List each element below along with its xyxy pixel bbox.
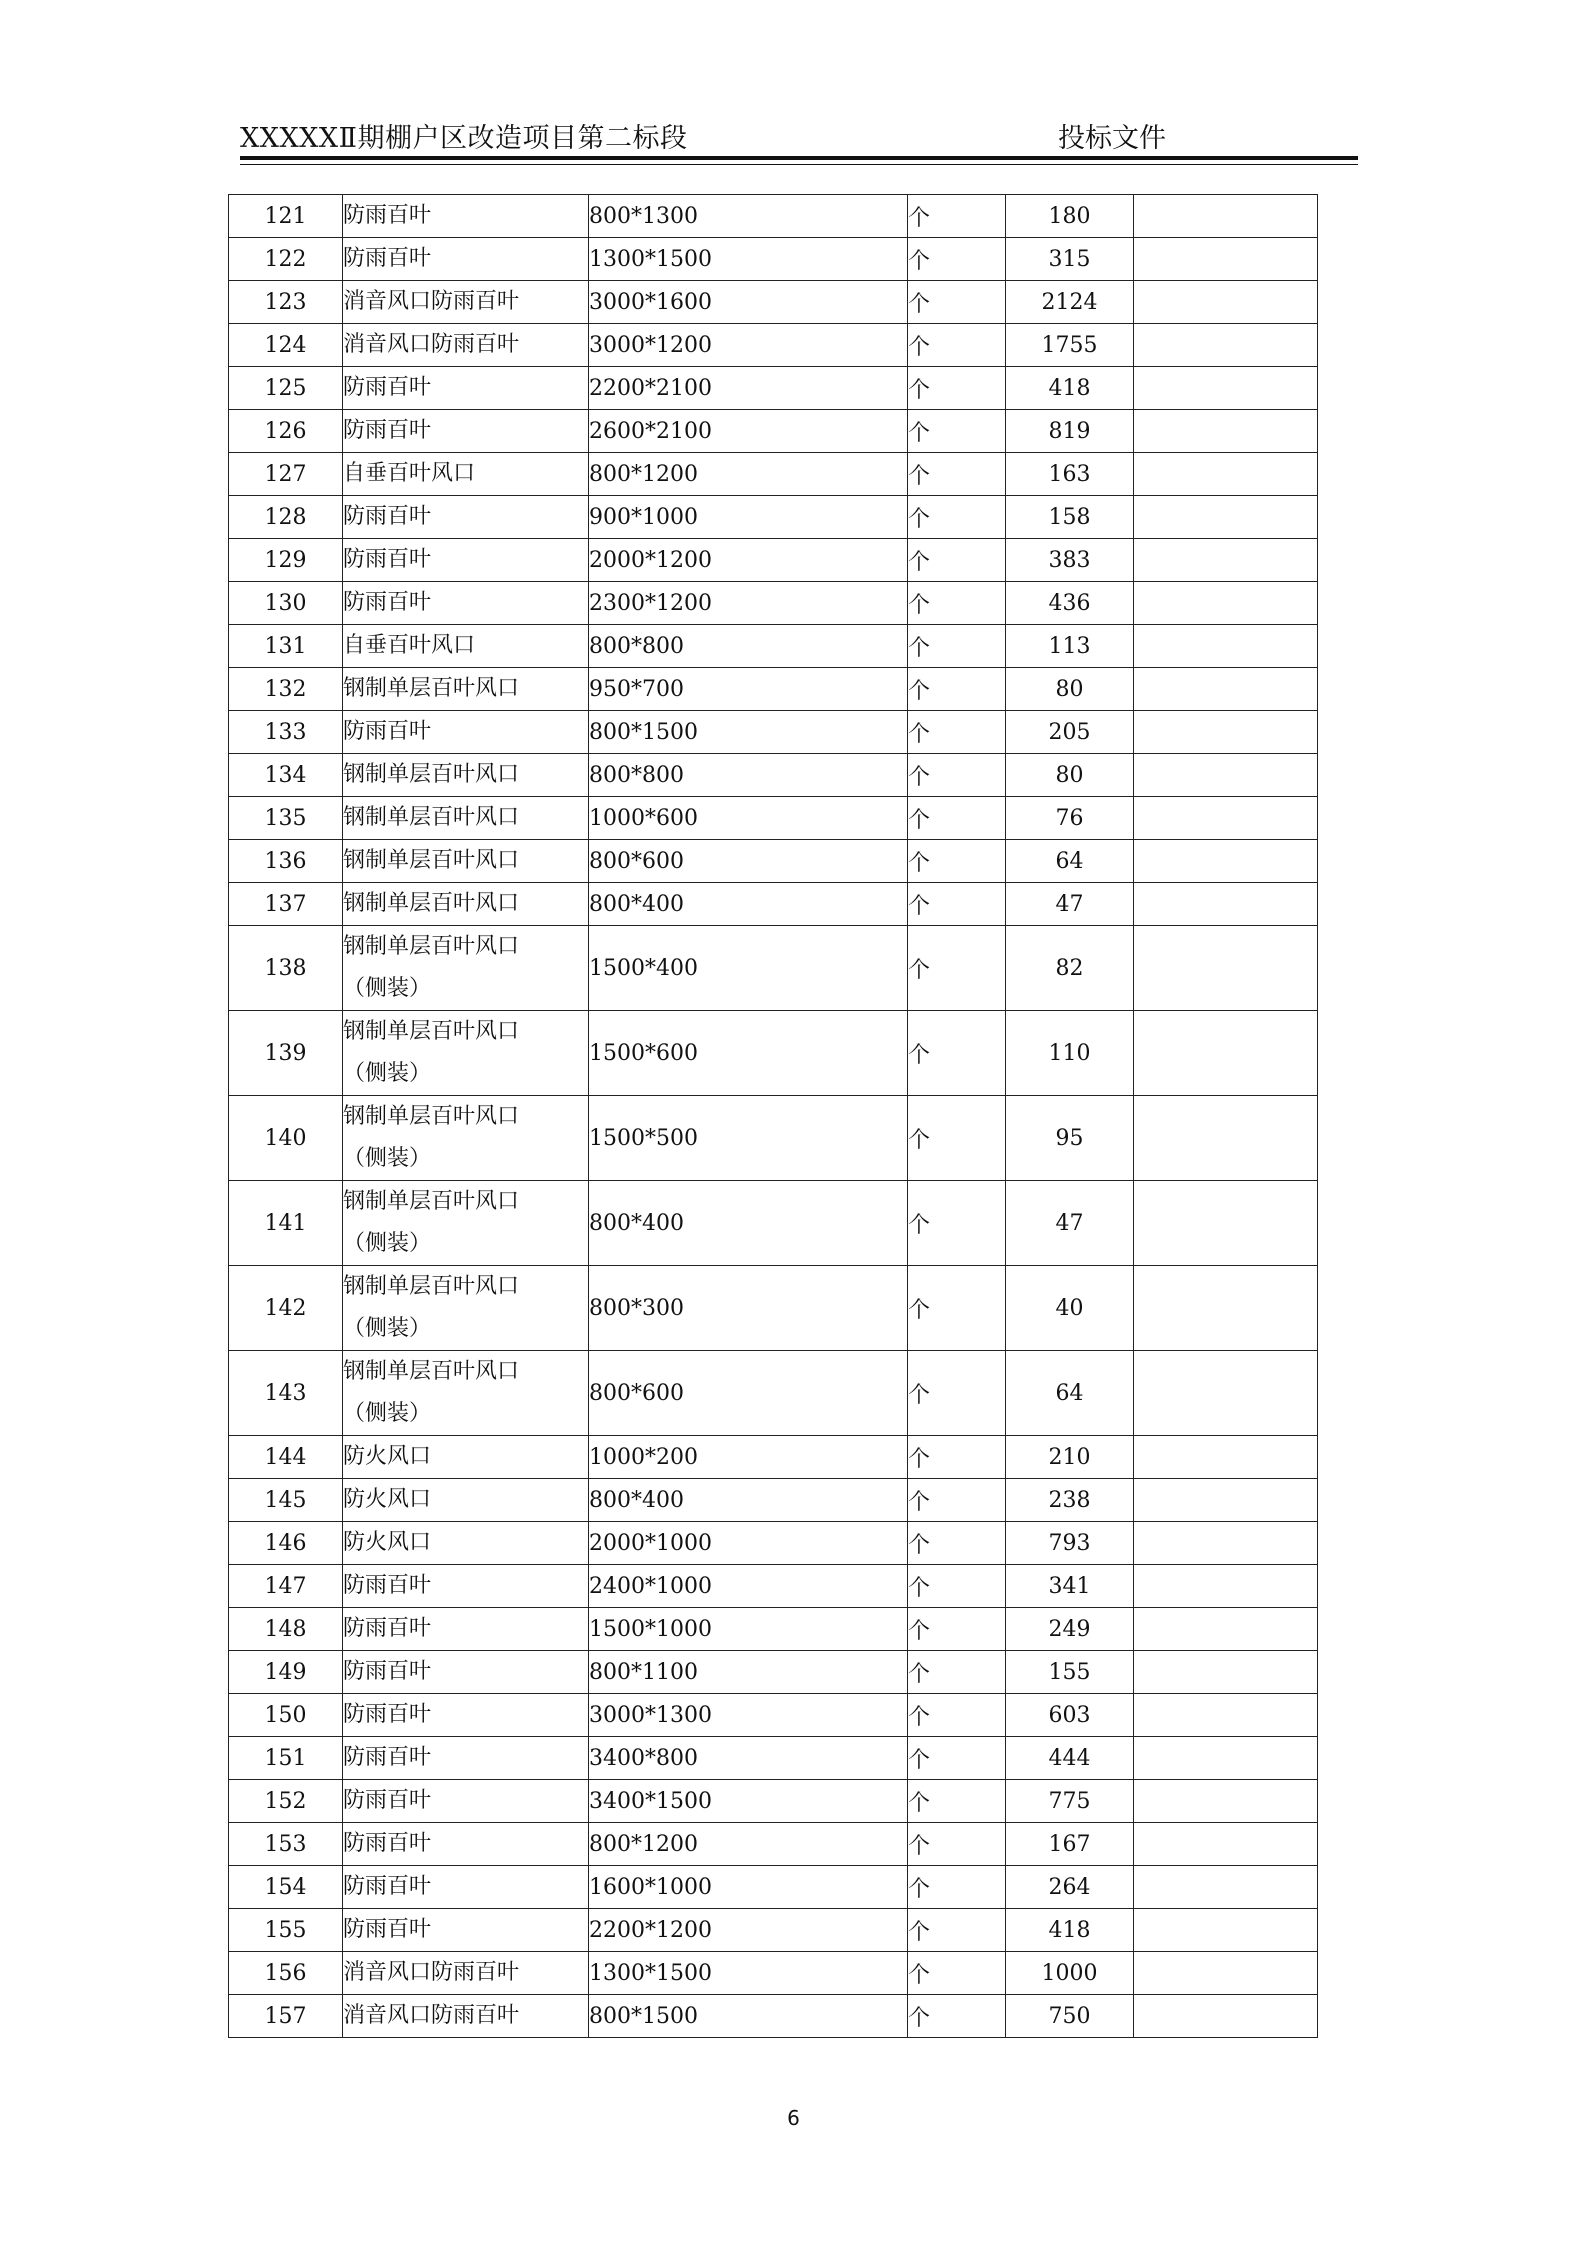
cell-spec: 2200*2100 [589, 367, 908, 410]
cell-quantity: 1755 [1006, 324, 1134, 367]
cell-name: 防火风口 [343, 1522, 589, 1565]
cell-spec: 3400*800 [589, 1737, 908, 1780]
cell-quantity: 205 [1006, 711, 1134, 754]
cell-spec: 800*1500 [589, 1995, 908, 2038]
table-row [229, 1096, 1318, 1181]
table-row [229, 324, 1318, 367]
cell-name [343, 1351, 589, 1436]
cell-name-suffix: （侧装） [343, 976, 432, 1001]
cell-quantity: 418 [1006, 1909, 1134, 1952]
cell-unit: 个 [908, 711, 1006, 754]
cell-unit: 个 [908, 453, 1006, 496]
cell-quantity: 444 [1006, 1737, 1134, 1780]
table-row [229, 238, 1318, 281]
cell-quantity: 80 [1006, 668, 1134, 711]
cell-number: 127 [229, 453, 343, 496]
header-rule-thin [240, 164, 1358, 165]
cell-spec: 800*400 [589, 1479, 908, 1522]
cell-number: 153 [229, 1823, 343, 1866]
cell-spec: 2300*1200 [589, 582, 908, 625]
cell-note [1134, 1737, 1318, 1780]
cell-number: 131 [229, 625, 343, 668]
table-row [229, 1995, 1318, 2038]
table-row [229, 410, 1318, 453]
cell-note [1134, 883, 1318, 926]
cell-spec: 1300*1500 [589, 1952, 908, 1995]
cell-name: 防雨百叶 [343, 1651, 589, 1694]
cell-spec: 800*1100 [589, 1651, 908, 1694]
cell-name: 防雨百叶 [343, 582, 589, 625]
table-row [229, 1737, 1318, 1780]
cell-spec: 1500*500 [589, 1096, 908, 1181]
table-row [229, 1694, 1318, 1737]
table-row [229, 1522, 1318, 1565]
cell-quantity: 793 [1006, 1522, 1134, 1565]
cell-number: 135 [229, 797, 343, 840]
cell-unit: 个 [908, 1436, 1006, 1479]
cell-spec: 800*1200 [589, 1823, 908, 1866]
cell-spec: 3400*1500 [589, 1780, 908, 1823]
cell-number: 151 [229, 1737, 343, 1780]
cell-number: 132 [229, 668, 343, 711]
table-row [229, 711, 1318, 754]
cell-unit: 个 [908, 1351, 1006, 1436]
cell-note [1134, 1608, 1318, 1651]
cell-name-suffix: （侧装） [343, 1231, 432, 1256]
cell-note [1134, 1780, 1318, 1823]
cell-name-line: 钢制单层百叶风口 [343, 1019, 520, 1044]
table-row [229, 1651, 1318, 1694]
table-row [229, 1479, 1318, 1522]
table-row [229, 1436, 1318, 1479]
cell-unit: 个 [908, 1181, 1006, 1266]
cell-unit: 个 [908, 1995, 1006, 2038]
cell-spec: 3000*1600 [589, 281, 908, 324]
cell-quantity: 418 [1006, 367, 1134, 410]
cell-number: 141 [229, 1181, 343, 1266]
cell-quantity: 436 [1006, 582, 1134, 625]
cell-spec: 3000*1200 [589, 324, 908, 367]
cell-note [1134, 1522, 1318, 1565]
cell-note [1134, 1436, 1318, 1479]
cell-unit: 个 [908, 1952, 1006, 1995]
cell-name: 防雨百叶 [343, 238, 589, 281]
cell-number: 156 [229, 1952, 343, 1995]
cell-spec: 1000*600 [589, 797, 908, 840]
cell-quantity: 113 [1006, 625, 1134, 668]
cell-name: 钢制单层百叶风口 [343, 840, 589, 883]
cell-name: 防雨百叶 [343, 539, 589, 582]
table-row [229, 367, 1318, 410]
table-row [229, 1011, 1318, 1096]
cell-name: 防雨百叶 [343, 1823, 589, 1866]
cell-quantity: 47 [1006, 883, 1134, 926]
items-table-body [229, 195, 1318, 2038]
cell-quantity: 238 [1006, 1479, 1134, 1522]
cell-name [343, 1096, 589, 1181]
cell-quantity: 155 [1006, 1651, 1134, 1694]
cell-note [1134, 926, 1318, 1011]
table-row [229, 1351, 1318, 1436]
cell-name: 防雨百叶 [343, 1565, 589, 1608]
cell-number: 152 [229, 1780, 343, 1823]
table-row [229, 1909, 1318, 1952]
table-row [229, 1565, 1318, 1608]
cell-unit: 个 [908, 582, 1006, 625]
cell-note [1134, 453, 1318, 496]
cell-quantity: 750 [1006, 1995, 1134, 2038]
cell-number: 145 [229, 1479, 343, 1522]
cell-name [343, 926, 589, 1011]
cell-note [1134, 281, 1318, 324]
cell-name [343, 1181, 589, 1266]
cell-name: 自垂百叶风口 [343, 625, 589, 668]
cell-unit: 个 [908, 238, 1006, 281]
page-header [240, 112, 1358, 156]
cell-note [1134, 1565, 1318, 1608]
cell-note [1134, 1909, 1318, 1952]
cell-name: 钢制单层百叶风口 [343, 754, 589, 797]
cell-note [1134, 625, 1318, 668]
cell-name-suffix: （侧装） [343, 1401, 432, 1426]
cell-name-line: 钢制单层百叶风口 [343, 1104, 520, 1129]
cell-quantity: 80 [1006, 754, 1134, 797]
cell-note [1134, 496, 1318, 539]
cell-note [1134, 1866, 1318, 1909]
table-row [229, 1952, 1318, 1995]
cell-unit: 个 [908, 1096, 1006, 1181]
cell-quantity: 603 [1006, 1694, 1134, 1737]
cell-number: 143 [229, 1351, 343, 1436]
cell-spec: 2400*1000 [589, 1565, 908, 1608]
cell-note [1134, 238, 1318, 281]
document-title: XXXXXⅡ期棚户区改造项目第二标段 [240, 123, 688, 154]
table-row [229, 840, 1318, 883]
cell-quantity: 249 [1006, 1608, 1134, 1651]
table-row [229, 496, 1318, 539]
cell-name-line: 钢制单层百叶风口 [343, 1189, 520, 1214]
cell-name: 防雨百叶 [343, 1608, 589, 1651]
cell-name: 防雨百叶 [343, 711, 589, 754]
cell-note [1134, 1823, 1318, 1866]
cell-name: 防雨百叶 [343, 1909, 589, 1952]
cell-note [1134, 840, 1318, 883]
cell-spec: 2000*1200 [589, 539, 908, 582]
cell-unit: 个 [908, 840, 1006, 883]
cell-quantity: 82 [1006, 926, 1134, 1011]
table-row [229, 1866, 1318, 1909]
header-rule-thick [240, 156, 1358, 160]
table-row [229, 754, 1318, 797]
cell-unit: 个 [908, 281, 1006, 324]
cell-spec: 800*600 [589, 1351, 908, 1436]
cell-number: 139 [229, 1011, 343, 1096]
cell-spec: 800*600 [589, 840, 908, 883]
cell-spec: 1000*200 [589, 1436, 908, 1479]
cell-name: 防雨百叶 [343, 1694, 589, 1737]
cell-number: 137 [229, 883, 343, 926]
cell-name: 防雨百叶 [343, 410, 589, 453]
cell-unit: 个 [908, 367, 1006, 410]
table-row [229, 1266, 1318, 1351]
cell-number: 149 [229, 1651, 343, 1694]
cell-spec: 1300*1500 [589, 238, 908, 281]
table-row [229, 1181, 1318, 1266]
cell-quantity: 47 [1006, 1181, 1134, 1266]
cell-name: 防雨百叶 [343, 195, 589, 238]
cell-unit: 个 [908, 1651, 1006, 1694]
cell-number: 142 [229, 1266, 343, 1351]
cell-unit: 个 [908, 195, 1006, 238]
cell-spec: 3000*1300 [589, 1694, 908, 1737]
cell-unit: 个 [908, 926, 1006, 1011]
cell-name: 防雨百叶 [343, 1866, 589, 1909]
cell-note [1134, 367, 1318, 410]
table-row [229, 883, 1318, 926]
cell-name-suffix: （侧装） [343, 1146, 432, 1171]
cell-unit: 个 [908, 1780, 1006, 1823]
cell-name: 消音风口防雨百叶 [343, 1995, 589, 2038]
cell-quantity: 167 [1006, 1823, 1134, 1866]
cell-note [1134, 1995, 1318, 2038]
cell-unit: 个 [908, 1565, 1006, 1608]
items-table [228, 194, 1318, 2038]
table-row [229, 453, 1318, 496]
cell-note [1134, 1266, 1318, 1351]
cell-note [1134, 1181, 1318, 1266]
cell-name: 自垂百叶风口 [343, 453, 589, 496]
cell-number: 133 [229, 711, 343, 754]
cell-name: 消音风口防雨百叶 [343, 1952, 589, 1995]
cell-number: 148 [229, 1608, 343, 1651]
cell-note [1134, 1694, 1318, 1737]
cell-name-line: 钢制单层百叶风口 [343, 1274, 520, 1299]
cell-spec: 950*700 [589, 668, 908, 711]
cell-quantity: 76 [1006, 797, 1134, 840]
cell-unit: 个 [908, 625, 1006, 668]
cell-number: 150 [229, 1694, 343, 1737]
cell-name [343, 1011, 589, 1096]
cell-note [1134, 324, 1318, 367]
cell-unit: 个 [908, 754, 1006, 797]
cell-spec: 800*800 [589, 625, 908, 668]
cell-number: 122 [229, 238, 343, 281]
cell-number: 154 [229, 1866, 343, 1909]
table-row [229, 1608, 1318, 1651]
cell-quantity: 180 [1006, 195, 1134, 238]
cell-number: 130 [229, 582, 343, 625]
cell-name: 防雨百叶 [343, 367, 589, 410]
cell-name: 消音风口防雨百叶 [343, 324, 589, 367]
cell-note [1134, 1096, 1318, 1181]
cell-number: 157 [229, 1995, 343, 2038]
cell-unit: 个 [908, 539, 1006, 582]
cell-spec: 800*1500 [589, 711, 908, 754]
cell-number: 126 [229, 410, 343, 453]
cell-number: 134 [229, 754, 343, 797]
cell-quantity: 158 [1006, 496, 1134, 539]
cell-number: 147 [229, 1565, 343, 1608]
cell-name: 防雨百叶 [343, 496, 589, 539]
cell-quantity: 40 [1006, 1266, 1134, 1351]
cell-unit: 个 [908, 1522, 1006, 1565]
table-row [229, 926, 1318, 1011]
cell-unit: 个 [908, 1866, 1006, 1909]
cell-note [1134, 539, 1318, 582]
cell-spec: 800*1200 [589, 453, 908, 496]
cell-number: 144 [229, 1436, 343, 1479]
cell-quantity: 775 [1006, 1780, 1134, 1823]
cell-note [1134, 582, 1318, 625]
cell-note [1134, 668, 1318, 711]
table-row [229, 797, 1318, 840]
cell-note [1134, 410, 1318, 453]
cell-quantity: 163 [1006, 453, 1134, 496]
table-row [229, 625, 1318, 668]
cell-unit: 个 [908, 883, 1006, 926]
cell-name: 防雨百叶 [343, 1737, 589, 1780]
page-number: 6 [787, 2106, 800, 2130]
cell-name: 消音风口防雨百叶 [343, 281, 589, 324]
table-row [229, 1823, 1318, 1866]
cell-name: 钢制单层百叶风口 [343, 883, 589, 926]
cell-note [1134, 1351, 1318, 1436]
cell-spec: 800*1300 [589, 195, 908, 238]
cell-unit: 个 [908, 668, 1006, 711]
cell-number: 124 [229, 324, 343, 367]
cell-unit: 个 [908, 1479, 1006, 1522]
table-row [229, 668, 1318, 711]
cell-spec: 900*1000 [589, 496, 908, 539]
cell-unit: 个 [908, 324, 1006, 367]
cell-number: 123 [229, 281, 343, 324]
cell-spec: 800*400 [589, 883, 908, 926]
cell-spec: 1500*600 [589, 1011, 908, 1096]
cell-quantity: 95 [1006, 1096, 1134, 1181]
cell-spec: 1600*1000 [589, 1866, 908, 1909]
cell-name: 防火风口 [343, 1479, 589, 1522]
cell-note [1134, 195, 1318, 238]
cell-note [1134, 1952, 1318, 1995]
cell-spec: 800*300 [589, 1266, 908, 1351]
cell-quantity: 383 [1006, 539, 1134, 582]
cell-name-line: 钢制单层百叶风口 [343, 934, 520, 959]
cell-number: 121 [229, 195, 343, 238]
cell-number: 136 [229, 840, 343, 883]
cell-spec: 800*400 [589, 1181, 908, 1266]
table-row [229, 195, 1318, 238]
cell-spec: 2600*2100 [589, 410, 908, 453]
cell-unit: 个 [908, 797, 1006, 840]
cell-number: 125 [229, 367, 343, 410]
table-row [229, 539, 1318, 582]
cell-quantity: 1000 [1006, 1952, 1134, 1995]
cell-spec: 2000*1000 [589, 1522, 908, 1565]
cell-quantity: 110 [1006, 1011, 1134, 1096]
cell-name-suffix: （侧装） [343, 1316, 432, 1341]
cell-quantity: 264 [1006, 1866, 1134, 1909]
cell-name: 钢制单层百叶风口 [343, 668, 589, 711]
table-row [229, 582, 1318, 625]
cell-name: 防雨百叶 [343, 1780, 589, 1823]
cell-quantity: 315 [1006, 238, 1134, 281]
cell-quantity: 64 [1006, 840, 1134, 883]
cell-quantity: 819 [1006, 410, 1134, 453]
cell-note [1134, 1479, 1318, 1522]
cell-quantity: 2124 [1006, 281, 1134, 324]
cell-number: 128 [229, 496, 343, 539]
cell-number: 129 [229, 539, 343, 582]
cell-name-line: 钢制单层百叶风口 [343, 1359, 520, 1384]
cell-note [1134, 754, 1318, 797]
cell-spec: 2200*1200 [589, 1909, 908, 1952]
cell-unit: 个 [908, 410, 1006, 453]
cell-unit: 个 [908, 1823, 1006, 1866]
cell-number: 140 [229, 1096, 343, 1181]
cell-note [1134, 1011, 1318, 1096]
table-row [229, 281, 1318, 324]
cell-note [1134, 797, 1318, 840]
cell-note [1134, 711, 1318, 754]
table-row [229, 1780, 1318, 1823]
cell-unit: 个 [908, 496, 1006, 539]
cell-name-suffix: （侧装） [343, 1061, 432, 1086]
document-type: 投标文件 [1058, 123, 1166, 154]
cell-name: 防火风口 [343, 1436, 589, 1479]
cell-unit: 个 [908, 1737, 1006, 1780]
cell-unit: 个 [908, 1694, 1006, 1737]
cell-quantity: 341 [1006, 1565, 1134, 1608]
cell-spec: 1500*1000 [589, 1608, 908, 1651]
cell-number: 138 [229, 926, 343, 1011]
cell-unit: 个 [908, 1011, 1006, 1096]
cell-quantity: 64 [1006, 1351, 1134, 1436]
cell-quantity: 210 [1006, 1436, 1134, 1479]
cell-spec: 1500*400 [589, 926, 908, 1011]
cell-name [343, 1266, 589, 1351]
cell-note [1134, 1651, 1318, 1694]
cell-number: 155 [229, 1909, 343, 1952]
cell-spec: 800*800 [589, 754, 908, 797]
cell-unit: 个 [908, 1266, 1006, 1351]
cell-number: 146 [229, 1522, 343, 1565]
cell-unit: 个 [908, 1909, 1006, 1952]
cell-name: 钢制单层百叶风口 [343, 797, 589, 840]
cell-unit: 个 [908, 1608, 1006, 1651]
